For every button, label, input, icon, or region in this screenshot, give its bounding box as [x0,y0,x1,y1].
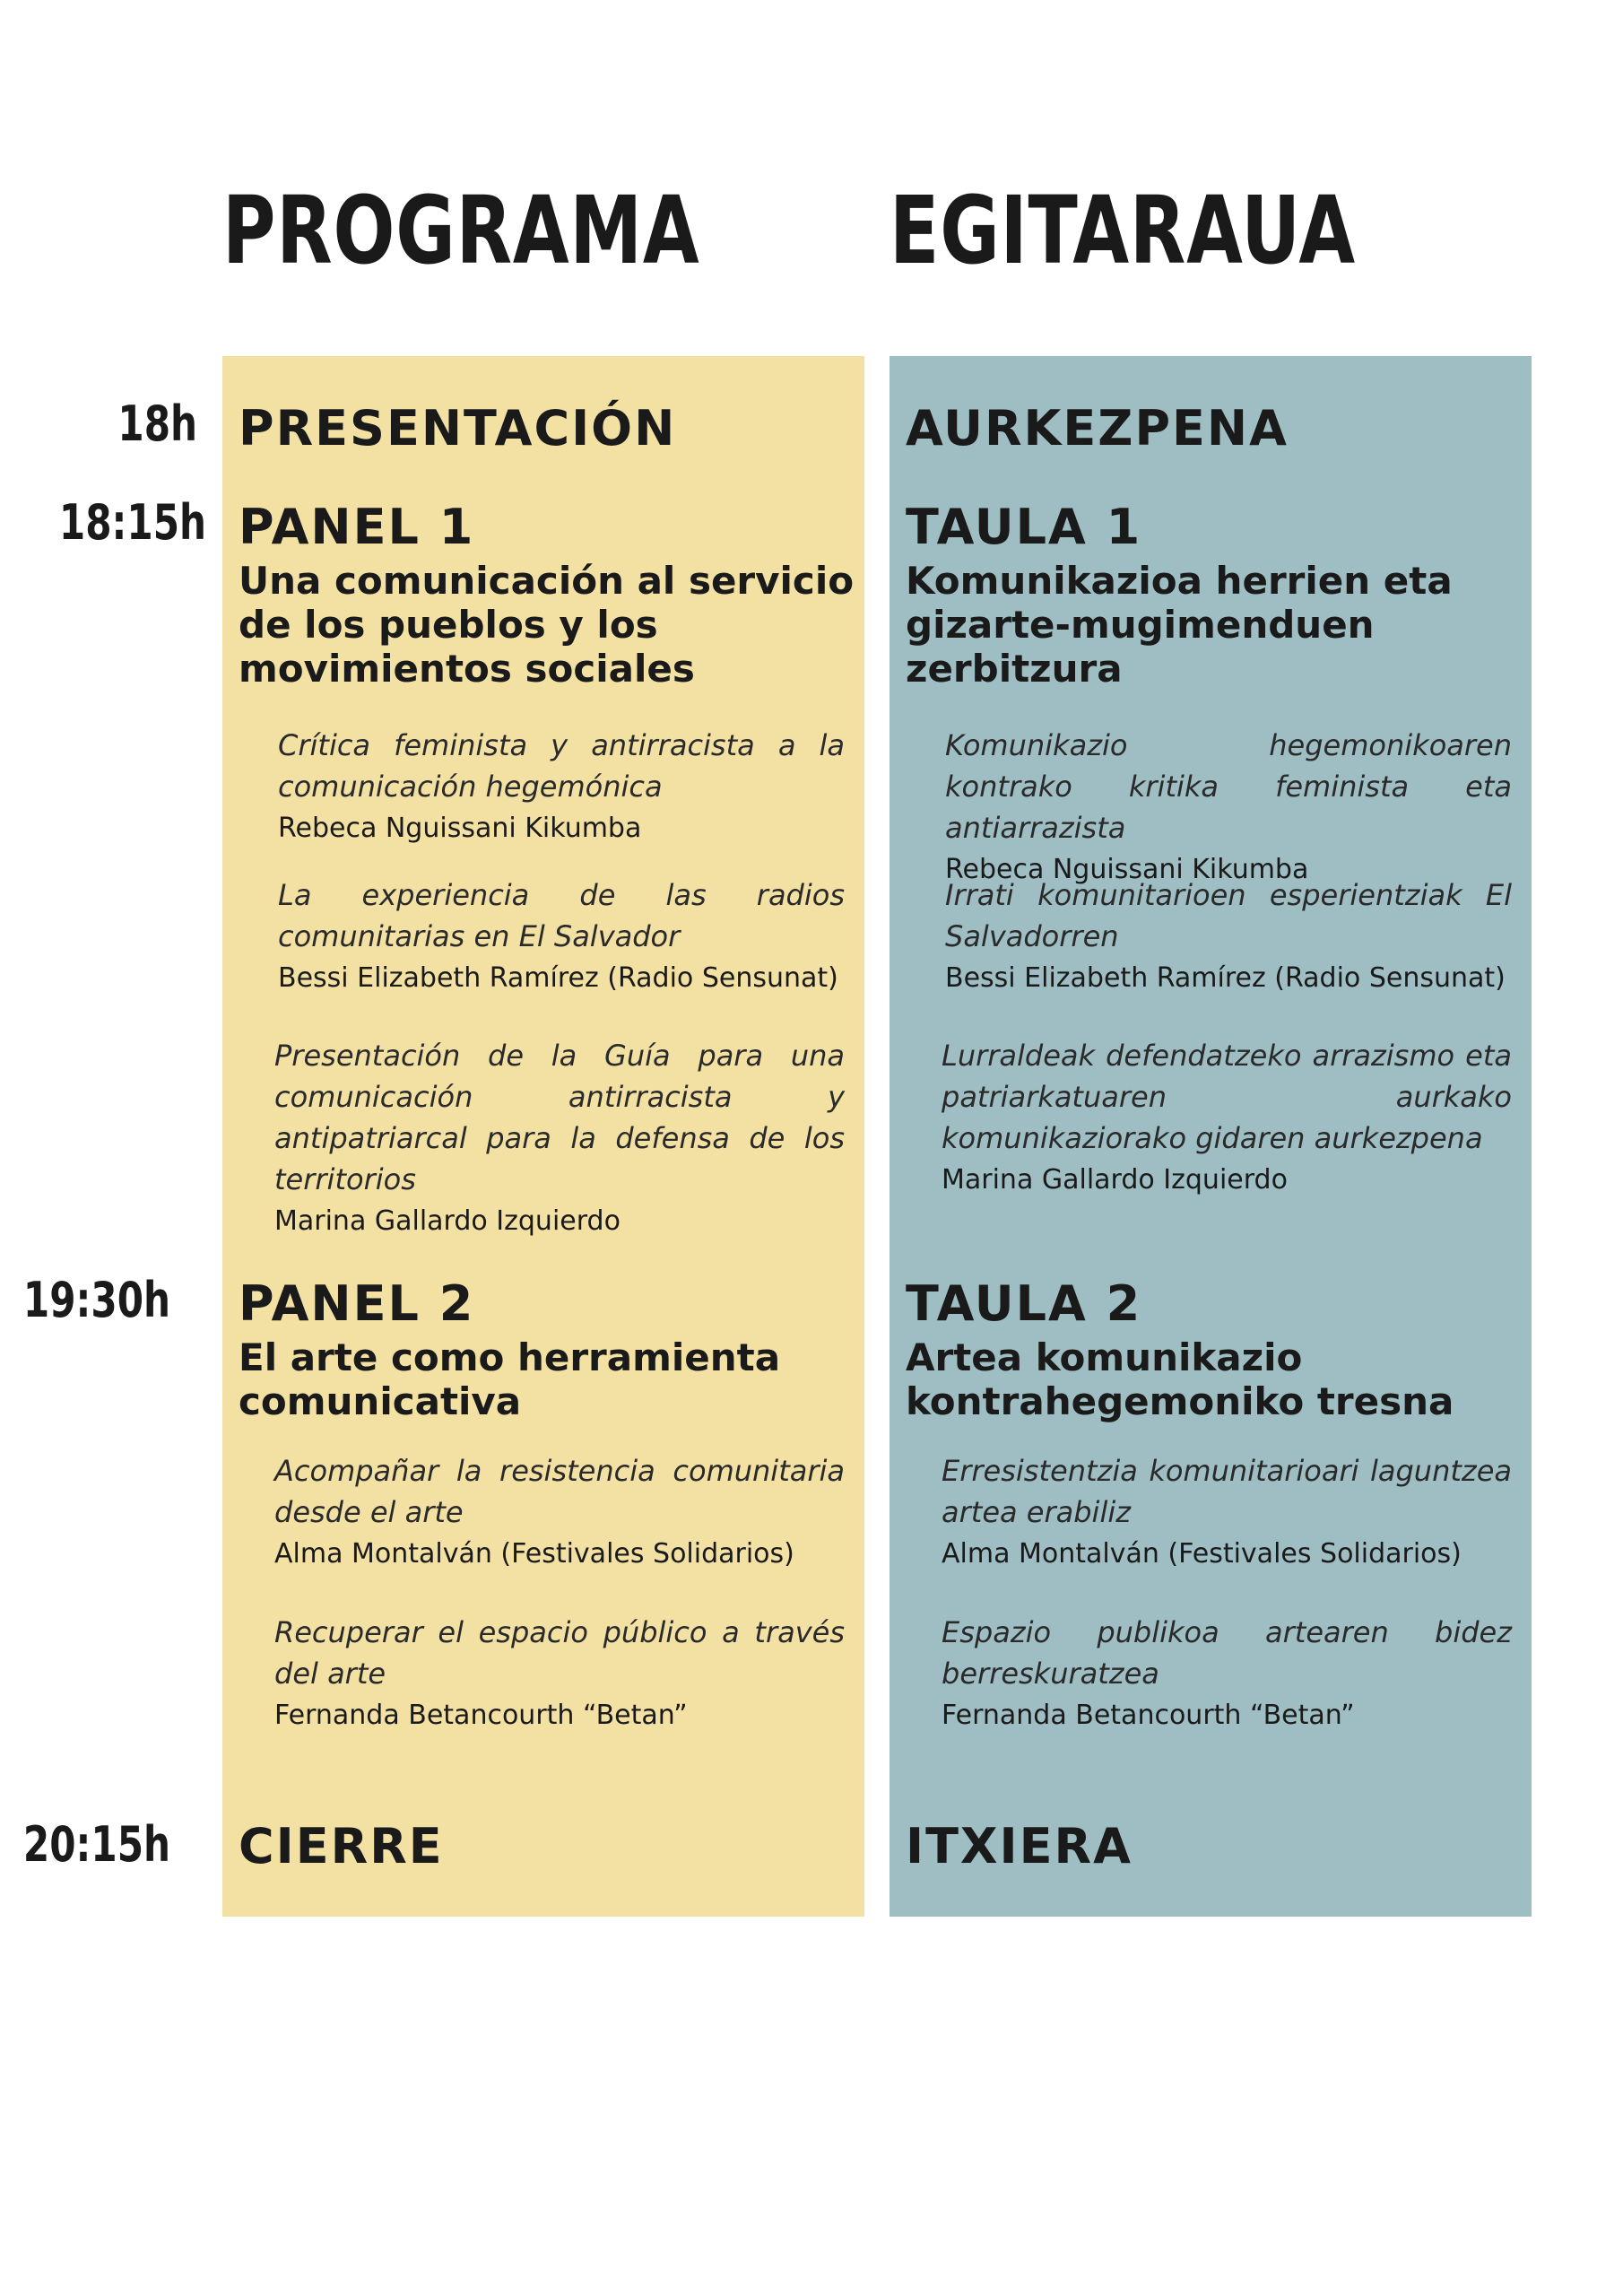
closing-title: ITXIERA [906,1818,1133,1874]
talk-5 [942,1612,1512,1734]
talk-title: Irrati komunitarioen esperientziak El Salvadorren [945,878,1512,953]
talk-title: Presentación de la Guía para una comunicación antirracista y antipatriarcal para la defensa de los territorios [274,1039,845,1196]
talk-speaker: Marina Gallardo Izquierdo [274,1205,621,1237]
talk-speaker: Rebeca Nguissani Kikumba [278,813,642,844]
talk-speaker: Alma Montalván (Festivales Solidarios) [942,1538,1462,1570]
talk-speaker: Alma Montalván (Festivales Solidarios) [274,1538,794,1570]
talk-speaker: Bessi Elizabeth Ramírez (Radio Sensunat) [278,962,838,994]
panel-1-subtitle: Una comunicación al servicio de los pueblos y los movimientos sociales [239,559,855,691]
talk-title: La experiencia de las radios comunitarias en El Salvador [278,878,845,953]
time-presentation: 18h [117,396,197,452]
talk-1 [278,725,845,847]
talk-speaker: Marina Gallardo Izquierdo [942,1164,1288,1196]
talk-2 [945,874,1512,996]
panel-2-subtitle: El arte como herramienta comunicativa [239,1335,781,1423]
panel-2-subtitle: Artea komunikazio kontrahegemoniko tresna [906,1335,1454,1423]
talk-speaker: Bessi Elizabeth Ramírez (Radio Sensunat) [945,962,1506,994]
talk-title: Recuperar el espacio público a través del arte [274,1615,845,1691]
talk-4 [274,1450,845,1572]
heading-egitaraua: EGITARAUA [890,176,1356,285]
time-panel-2: 19:30h [22,1272,170,1328]
talk-speaker: Fernanda Betancourth “Betan” [274,1700,688,1731]
talk-3 [942,1035,1512,1198]
basque-program-column [890,356,1532,1917]
time-panel-1: 18:15h [58,494,206,551]
spanish-program-column [222,356,864,1917]
panel-1-subtitle: Komunikazioa herrien eta gizarte-mugimenduen zerbitzura [906,559,1453,691]
talk-1 [945,725,1512,888]
time-closing: 20:15h [22,1816,170,1873]
panel-1-title: TAULA 1 [906,499,1142,555]
panel-2-title: TAULA 2 [906,1275,1142,1332]
talk-title: Espazio publikoa artearen bidez berreskuratzea [942,1615,1512,1691]
heading-programa: PROGRAMA [222,176,700,285]
closing-title: CIERRE [239,1818,444,1874]
talk-2 [278,874,845,996]
talk-title: Erresistentzia komunitarioari laguntzea artea erabiliz [942,1454,1512,1529]
talk-speaker: Rebeca Nguissani Kikumba [945,854,1309,885]
talk-4 [942,1450,1512,1572]
talk-title: Acompañar la resistencia comunitaria desde el arte [274,1454,845,1529]
talk-title: Komunikazio hegemonikoaren kontrako kritika feminista eta antiarrazista [945,728,1512,845]
talk-5 [274,1612,845,1734]
presentation-title: AURKEZPENA [906,400,1289,457]
talk-title: Crítica feminista y antirracista a la comunicación hegemónica [278,728,845,804]
panel-2-title: PANEL 2 [239,1275,475,1332]
talk-title: Lurraldeak defendatzeko arrazismo eta patriarkatuaren aurkako komunikaziorako gidaren aurkezpena [942,1039,1512,1155]
talk-speaker: Fernanda Betancourth “Betan” [942,1700,1355,1731]
presentation-title: PRESENTACIÓN [239,400,677,457]
panel-1-title: PANEL 1 [239,499,475,555]
talk-3 [274,1035,845,1239]
